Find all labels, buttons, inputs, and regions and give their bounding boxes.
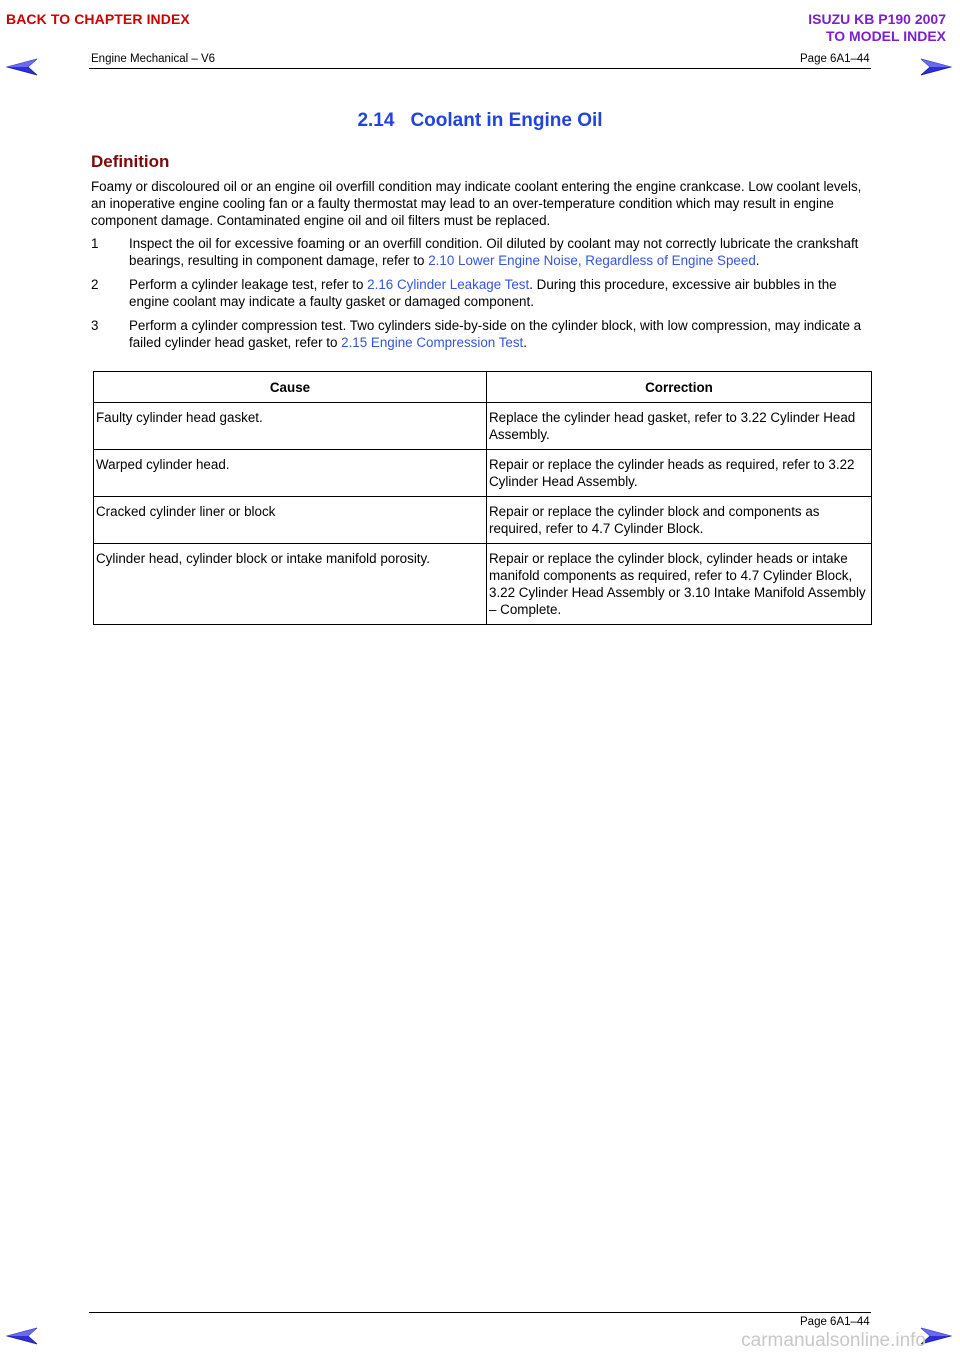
table-row xyxy=(94,544,872,625)
step-number: 3 xyxy=(91,318,99,333)
to-model-index-link[interactable]: TO MODEL INDEX xyxy=(825,28,946,44)
step-item xyxy=(91,317,866,351)
section-title-text: Coolant in Engine Oil xyxy=(410,110,603,131)
header-chapter-title: Engine Mechanical – V6 xyxy=(91,53,216,65)
procedure-steps xyxy=(91,235,866,358)
step-text-end: . During this procedure, excessive air bubbles in the engine coolant may indicate a faulty gasket or damaged component. xyxy=(129,277,837,309)
step-link[interactable]: 2.10 Lower Engine Noise, Regardless of Engine Speed xyxy=(428,253,756,268)
cause-cell: Cracked cylinder liner or block xyxy=(94,497,487,544)
cause-cell: Faulty cylinder head gasket. xyxy=(94,403,487,450)
footer-page-number: Page 6A1–44 xyxy=(800,1316,870,1328)
table-header-row xyxy=(94,372,872,403)
header-rule xyxy=(89,68,871,69)
step-text: Inspect the oil for excessive foaming or an overfill condition. Oil diluted by coolant may not correctly lubricate the crankshaft bearings, resulting in component damage, refer to xyxy=(129,236,859,268)
definition-heading: Definition xyxy=(91,152,170,171)
footer-rule xyxy=(89,1312,871,1313)
step-text: Perform a cylinder compression test. Two cylinders side-by-side on the cylinder block, with low compression, may indicate a failed cylinder head gasket, refer to xyxy=(129,318,862,350)
correction-cell: Repair or replace the cylinder heads as required, refer to 3.22 Cylinder Head Assembly. xyxy=(487,450,872,497)
section-number: 2.14 xyxy=(357,110,395,131)
cause-cell: Cylinder head, cylinder block or intake manifold porosity. xyxy=(94,544,487,625)
step-number: 2 xyxy=(91,277,99,292)
column-header-correction: Correction xyxy=(487,372,872,403)
step-item xyxy=(91,276,866,310)
step-text-end: . xyxy=(523,335,527,350)
left-arrow-icon[interactable] xyxy=(6,58,38,76)
left-arrow-icon[interactable] xyxy=(6,1327,38,1345)
cause-cell: Warped cylinder head. xyxy=(94,450,487,497)
model-title: ISUZU KB P190 2007 xyxy=(808,11,946,27)
step-number: 1 xyxy=(91,236,99,251)
table-row xyxy=(94,497,872,544)
back-to-chapter-index-link[interactable]: BACK TO CHAPTER INDEX xyxy=(6,11,190,27)
watermark: carmanualsonline.info xyxy=(741,1330,926,1351)
step-text: Perform a cylinder leakage test, refer to xyxy=(129,277,368,292)
header-page-number: Page 6A1–44 xyxy=(800,53,870,65)
table-row xyxy=(94,450,872,497)
section-title xyxy=(0,110,960,132)
correction-cell: Replace the cylinder head gasket, refer to 3.22 Cylinder Head Assembly. xyxy=(487,403,872,450)
definition-paragraph: Foamy or discoloured oil or an engine oil overfill condition may indicate coolant entering the engine crankcase. Low coolant levels, an inoperative engine cooling fan or a faulty thermostat may lead to an over-temperature condition which may result in engine component damage. Contaminated engine oil and oil filters must be replaced. xyxy=(91,179,862,228)
correction-cell: Repair or replace the cylinder block and components as required, refer to 4.7 Cylinder Block. xyxy=(487,497,872,544)
table-row xyxy=(94,403,872,450)
right-arrow-icon[interactable] xyxy=(920,58,952,76)
step-link[interactable]: 2.15 Engine Compression Test xyxy=(341,335,524,350)
step-link[interactable]: 2.16 Cylinder Leakage Test xyxy=(367,277,530,292)
step-item xyxy=(91,235,866,269)
column-header-cause: Cause xyxy=(94,372,487,403)
model-nav xyxy=(808,11,946,45)
correction-cell: Repair or replace the cylinder block, cylinder heads or intake manifold components as required, refer to 4.7 Cylinder Block, 3.22 Cylinder Head Assembly or 3.10 Intake Manifold Assembly – Complete. xyxy=(487,544,872,625)
step-text-end: . xyxy=(755,253,760,268)
cause-correction-table xyxy=(93,371,872,625)
